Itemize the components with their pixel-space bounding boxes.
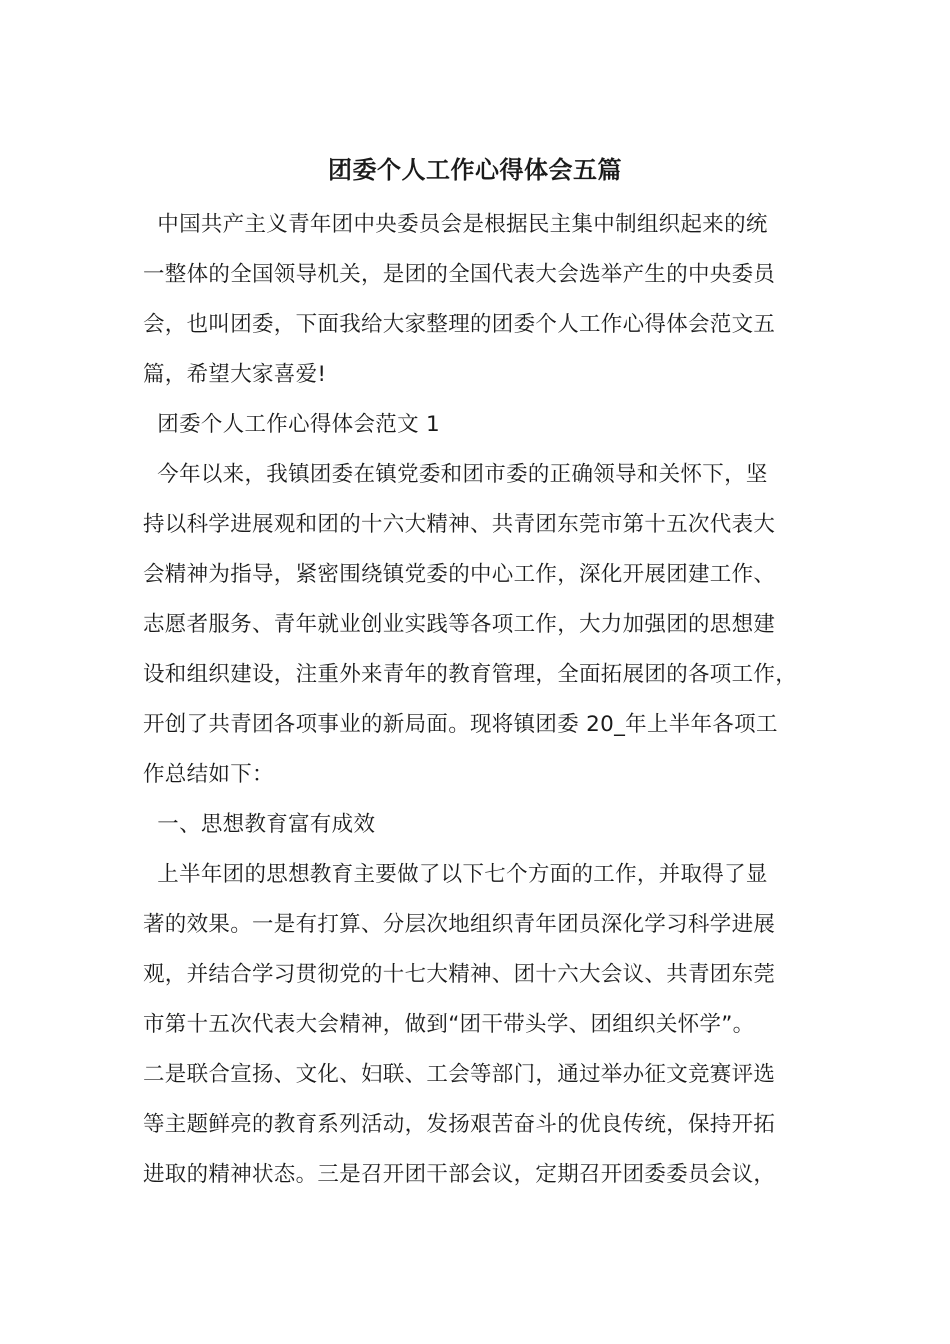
text-line: 会，也叫团委，下面我给大家整理的团委个人工作心得体会范文五: [143, 312, 776, 337]
text-line: 会精神为指导，紧密围绕镇党委的中心工作，深化开展团建工作、: [143, 562, 776, 587]
text-line: 上半年团的思想教育主要做了以下七个方面的工作，并取得了显: [143, 862, 768, 887]
text-line: 今年以来，我镇团委在镇党委和团市委的正确领导和关怀下，坚: [143, 462, 768, 487]
document-body: [143, 200, 823, 1200]
text-line: 观，并结合学习贯彻党的十七大精神、团十六大会议、共青团东莞: [143, 962, 776, 987]
text-line: 中国共产主义青年团中央委员会是根据民主集中制组织起来的统: [143, 212, 768, 237]
text-line: 持以科学进展观和团的十六大精神、共青团东莞市第十五次代表大: [143, 512, 776, 537]
text-line: 设和组织建设，注重外来青年的教育管理，全面拓展团的各项工作，: [143, 662, 798, 687]
text-line: 一整体的全国领导机关，是团的全国代表大会选举产生的中央委员: [143, 262, 776, 287]
text-line: 进取的精神状态。三是召开团干部会议，定期召开团委委员会议，: [143, 1162, 776, 1187]
text-line: 作总结如下：: [143, 762, 274, 787]
document-title: 团委个人工作心得体会五篇: [328, 156, 622, 184]
text-line: 开创了共青团各项事业的新局面。现将镇团委 20_年上半年各项工: [143, 712, 778, 737]
section-heading: 团委个人工作心得体会范文 1: [143, 412, 440, 437]
text-line: 著的效果。一是有打算、分层次地组织青年团员深化学习科学进展: [143, 912, 776, 937]
text-line: 篇，希望大家喜爱!: [143, 362, 327, 387]
text-line: 市第十五次代表大会精神，做到“团干带头学、团组织关怀学”。: [143, 1012, 755, 1037]
text-line: 志愿者服务、青年就业创业实践等各项工作，大力加强团的思想建: [143, 612, 776, 637]
section-heading: 一、思想教育富有成效: [143, 812, 376, 837]
text-line: 二是联合宣扬、文化、妇联、工会等部门，通过举办征文竞赛评选: [143, 1062, 776, 1087]
text-line: 等主题鲜亮的教育系列活动，发扬艰苦奋斗的优良传统，保持开拓: [143, 1112, 776, 1137]
